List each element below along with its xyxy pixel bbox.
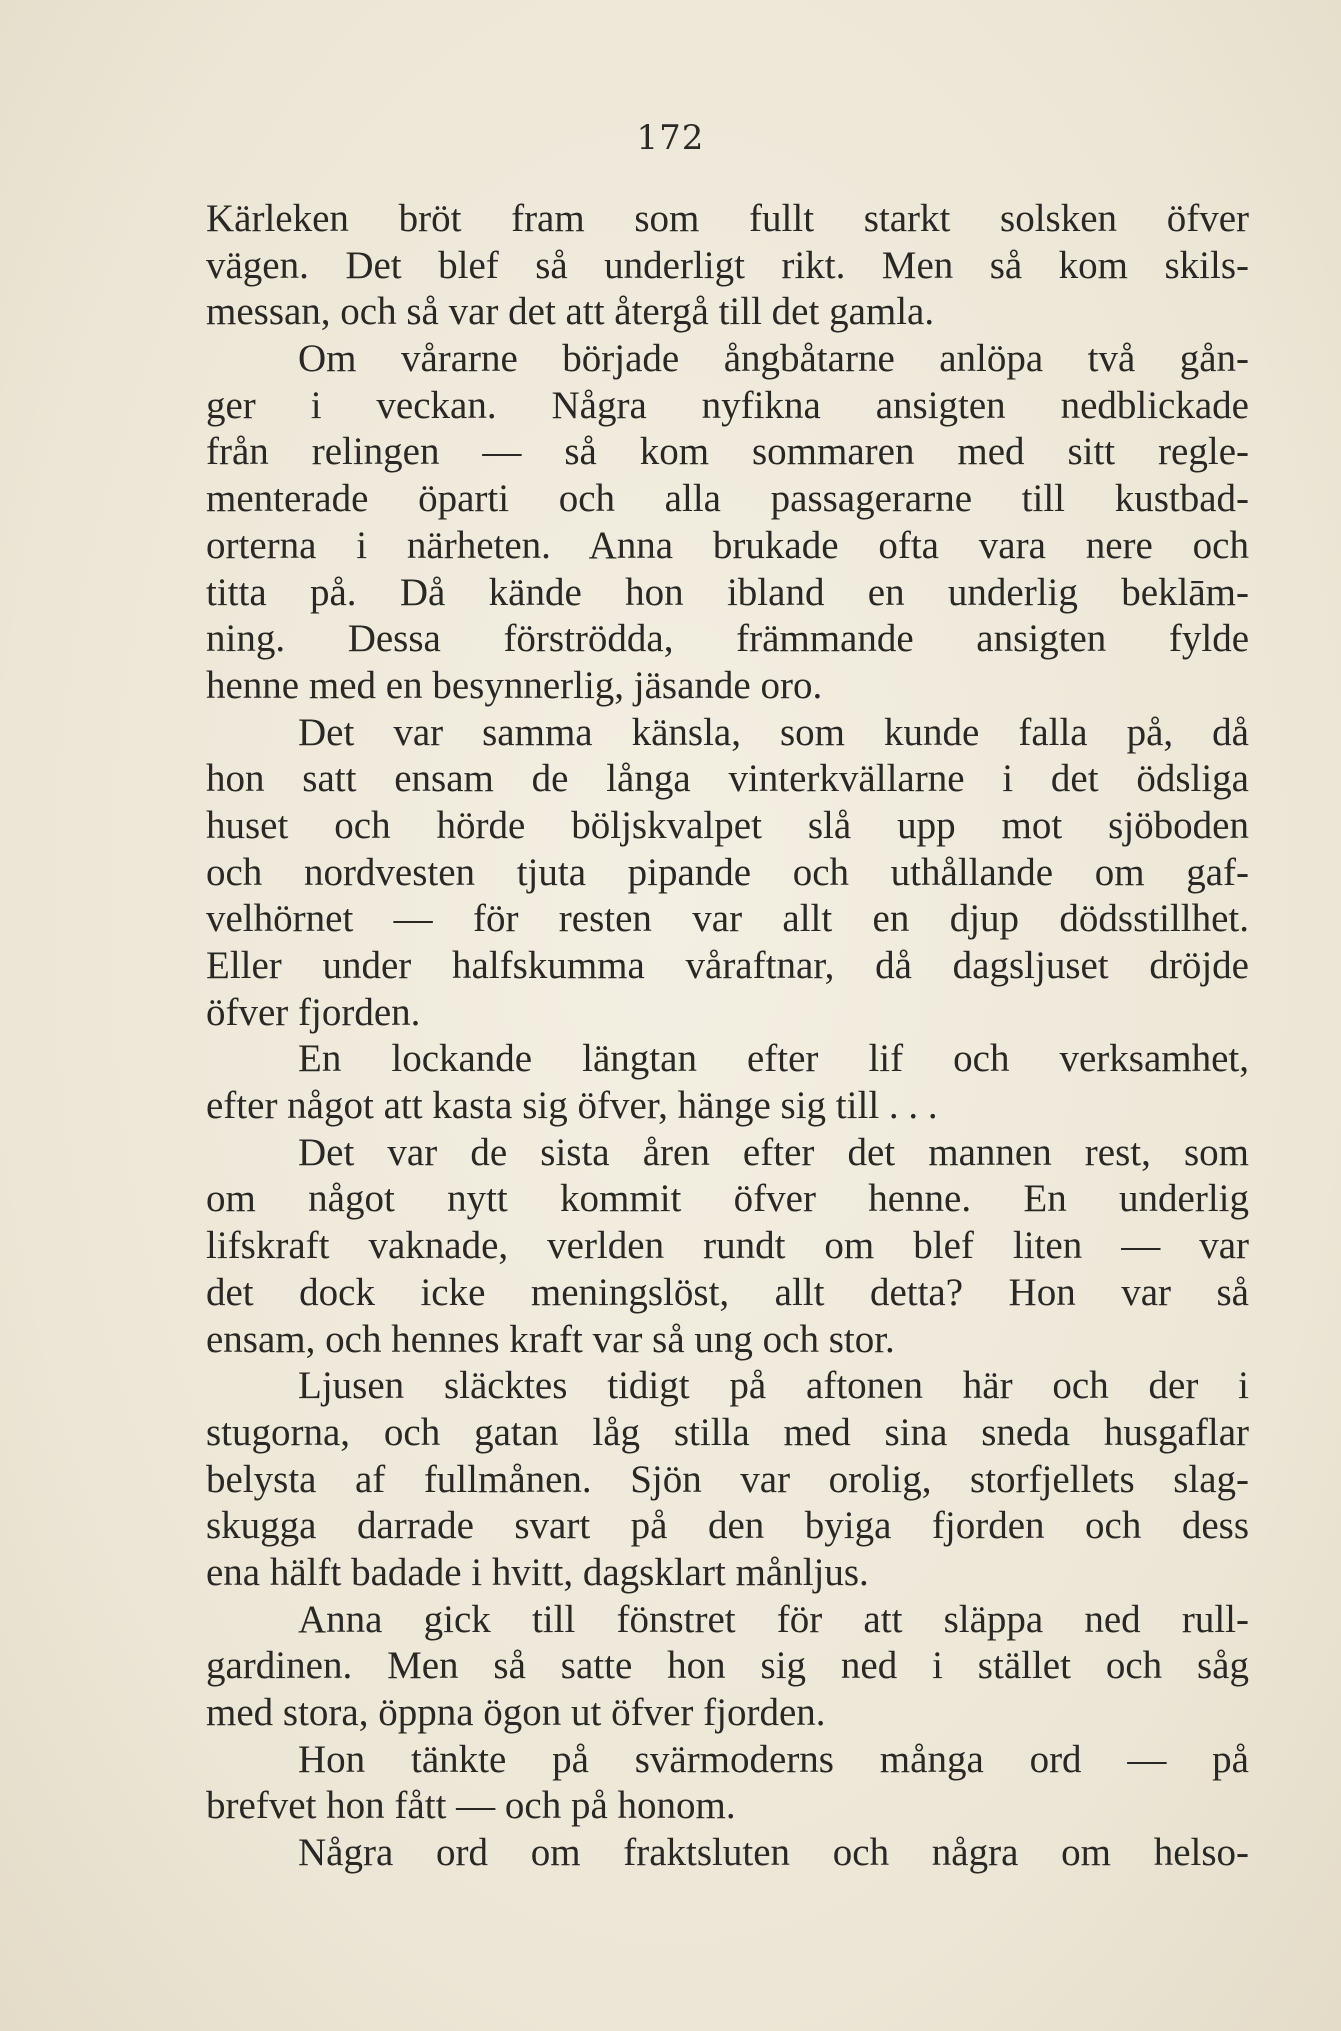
text-line: menterade öparti och alla passagerarne till kustbad- <box>206 477 1249 521</box>
text-line: med stora, öppna ögon ut öfver fjorden. <box>206 1691 826 1734</box>
text-line: Hon tänkte på svärmoderns många ord — på <box>298 1737 1249 1781</box>
text-line: huset och hörde böljskvalpet slå upp mot sjöboden <box>206 803 1249 847</box>
text-line: messan, och så var det att återgå till det gamla. <box>206 290 935 334</box>
body-text <box>206 196 1249 1877</box>
text-line: Ljusen släcktes tidigt på aftonen här och der i <box>298 1364 1249 1408</box>
text-line: henne med en besynnerlig, jäsande oro. <box>206 663 823 707</box>
text-line: efter något att kasta sig öfver, hänge sig till . . . <box>206 1084 938 1128</box>
page-number: 172 <box>636 118 705 158</box>
text-line: det dock icke meningslöst, allt detta? Hon var så <box>206 1270 1249 1314</box>
text-line: lifskraft vaknade, verlden rundt om blef liten — var <box>206 1224 1249 1268</box>
text-line: Om vårarne började ångbåtarne anlöpa två gån- <box>298 337 1249 381</box>
text-line: En lockande längtan efter lif och verksamhet, <box>298 1037 1249 1081</box>
text-line: om något nytt kommit öfver henne. En underlig <box>206 1177 1249 1221</box>
text-line: ning. Dessa förströdda, främmande ansigten fylde <box>206 617 1249 661</box>
text-line: ensam, och hennes kraft var så ung och stor. <box>206 1317 895 1361</box>
text-line: velhörnet — för resten var allt en djup dödsstillhet. <box>206 897 1249 941</box>
text-line: orterna i närheten. Anna brukade ofta vara nere och <box>206 523 1249 567</box>
text-line: Kärleken bröt fram som fullt starkt solsken öfver <box>206 197 1249 240</box>
text-line: Eller under halfskumma våraftnar, då dagsljuset dröjde <box>206 944 1249 987</box>
text-line: hon satt ensam de långa vinterkvällarne i det ödsliga <box>206 757 1249 801</box>
text-line: belysta af fullmånen. Sjön var orolig, storfjellets slag- <box>206 1457 1249 1501</box>
text-line: Anna gick till fönstret för att släppa ned rull- <box>298 1597 1249 1641</box>
text-line: brefvet hon fått — och på honom. <box>206 1784 736 1828</box>
text-line: vägen. Det blef så underligt rikt. Men så kom skils- <box>206 243 1249 287</box>
text-line: och nordvesten tjuta pipande och uthållande om gaf- <box>206 850 1249 894</box>
text-line: Det var samma känsla, som kunde falla på, då <box>298 710 1249 754</box>
text-line: titta på. Då kände hon ibland en underlig beklām- <box>206 570 1249 614</box>
text-line: stugorna, och gatan låg stilla med sina sneda husgaflar <box>206 1410 1249 1454</box>
text-line: från relingen — så kom sommaren med sitt regle- <box>206 430 1249 474</box>
text-line: Några ord om fraktsluten och några om helso- <box>298 1831 1249 1875</box>
text-line: öfver fjorden. <box>206 990 421 1034</box>
text-line: Det var de sista åren efter det mannen rest, som <box>298 1130 1249 1174</box>
text-line: gardinen. Men så satte hon sig ned i stället och såg <box>206 1644 1249 1688</box>
text-line: ena hälft badade i hvitt, dagsklart månljus. <box>206 1550 869 1594</box>
text-line: skugga darrade svart på den byiga fjorden och dess <box>206 1504 1249 1548</box>
text-line: ger i veckan. Några nyfikna ansigten nedblickade <box>206 383 1249 427</box>
